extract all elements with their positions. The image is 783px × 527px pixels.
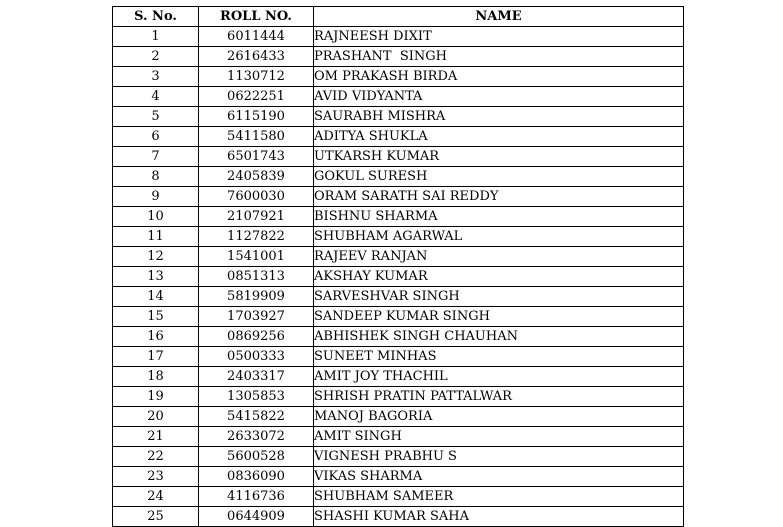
roll-number-cell: 2403317 (199, 367, 314, 387)
serial-number-cell: 3 (113, 67, 199, 87)
serial-number-cell: 11 (113, 227, 199, 247)
name-cell: ADITYA SHUKLA (314, 127, 684, 147)
name-cell: AKSHAY KUMAR (314, 267, 684, 287)
name-cell: RAJNEESH DIXIT (314, 27, 684, 47)
roll-number-cell: 1305853 (199, 387, 314, 407)
serial-number-cell: 23 (113, 467, 199, 487)
serial-number-cell: 15 (113, 307, 199, 327)
name-cell: GOKUL SURESH (314, 167, 684, 187)
name-cell: SAURABH MISHRA (314, 107, 684, 127)
name-cell: VIGNESH PRABHU S (314, 447, 684, 467)
name-cell: VIKAS SHARMA (314, 467, 684, 487)
table-row (113, 47, 684, 67)
header-row (113, 7, 684, 27)
table-row (113, 347, 684, 367)
roll-number-cell: 2107921 (199, 207, 314, 227)
name-cell: AMIT SINGH (314, 427, 684, 447)
serial-number-cell: 25 (113, 507, 199, 527)
table-row (113, 267, 684, 287)
table-row (113, 327, 684, 347)
roll-number-cell: 5819909 (199, 287, 314, 307)
roll-number-cell: 0500333 (199, 347, 314, 367)
roll-number-cell: 4116736 (199, 487, 314, 507)
roll-number-cell: 1127822 (199, 227, 314, 247)
name-cell: SHUBHAM AGARWAL (314, 227, 684, 247)
table-row (113, 87, 684, 107)
table-row (113, 107, 684, 127)
roll-number-cell: 6115190 (199, 107, 314, 127)
table-row (113, 187, 684, 207)
roll-number-cell: 0644909 (199, 507, 314, 527)
results-table (112, 6, 684, 527)
name-cell: UTKARSH KUMAR (314, 147, 684, 167)
roll-number-cell: 1130712 (199, 67, 314, 87)
name-cell: ORAM SARATH SAI REDDY (314, 187, 684, 207)
roll-number-cell: 7600030 (199, 187, 314, 207)
serial-number-cell: 18 (113, 367, 199, 387)
table-body (113, 27, 684, 527)
table-row (113, 147, 684, 167)
name-cell: ABHISHEK SINGH CHAUHAN (314, 327, 684, 347)
name-cell: SHASHI KUMAR SAHA (314, 507, 684, 527)
table-row (113, 287, 684, 307)
table-row (113, 127, 684, 147)
name-cell: SARVESHVAR SINGH (314, 287, 684, 307)
roll-number-cell: 2633072 (199, 427, 314, 447)
name-cell: SANDEEP KUMAR SINGH (314, 307, 684, 327)
header-sno: S. No. (113, 7, 199, 27)
name-cell: AVID VIDYANTA (314, 87, 684, 107)
roll-number-cell: 0869256 (199, 327, 314, 347)
name-cell: SHUBHAM SAMEER (314, 487, 684, 507)
serial-number-cell: 16 (113, 327, 199, 347)
table-row (113, 367, 684, 387)
serial-number-cell: 12 (113, 247, 199, 267)
name-cell: PRASHANT SINGH (314, 47, 684, 67)
name-cell: AMIT JOY THACHIL (314, 367, 684, 387)
serial-number-cell: 19 (113, 387, 199, 407)
roll-number-cell: 1703927 (199, 307, 314, 327)
serial-number-cell: 21 (113, 427, 199, 447)
table-row (113, 227, 684, 247)
serial-number-cell: 8 (113, 167, 199, 187)
serial-number-cell: 9 (113, 187, 199, 207)
name-cell: RAJEEV RANJAN (314, 247, 684, 267)
serial-number-cell: 17 (113, 347, 199, 367)
roll-number-cell: 2405839 (199, 167, 314, 187)
roll-number-cell: 5415822 (199, 407, 314, 427)
table-row (113, 307, 684, 327)
roll-number-cell: 6501743 (199, 147, 314, 167)
roll-number-cell: 0836090 (199, 467, 314, 487)
name-cell: SUNEET MINHAS (314, 347, 684, 367)
serial-number-cell: 1 (113, 27, 199, 47)
serial-number-cell: 22 (113, 447, 199, 467)
roll-number-cell: 2616433 (199, 47, 314, 67)
name-cell: SHRISH PRATIN PATTALWAR (314, 387, 684, 407)
table-row (113, 427, 684, 447)
roll-number-cell: 1541001 (199, 247, 314, 267)
roll-number-cell: 5600528 (199, 447, 314, 467)
serial-number-cell: 4 (113, 87, 199, 107)
serial-number-cell: 2 (113, 47, 199, 67)
name-cell: BISHNU SHARMA (314, 207, 684, 227)
table-row (113, 27, 684, 47)
serial-number-cell: 7 (113, 147, 199, 167)
roll-number-cell: 6011444 (199, 27, 314, 47)
serial-number-cell: 6 (113, 127, 199, 147)
table-row (113, 167, 684, 187)
table-row (113, 447, 684, 467)
serial-number-cell: 13 (113, 267, 199, 287)
name-cell: OM PRAKASH BIRDA (314, 67, 684, 87)
table-row (113, 207, 684, 227)
roll-number-cell: 0851313 (199, 267, 314, 287)
roll-number-cell: 0622251 (199, 87, 314, 107)
serial-number-cell: 10 (113, 207, 199, 227)
serial-number-cell: 24 (113, 487, 199, 507)
table-row (113, 407, 684, 427)
table-row (113, 67, 684, 87)
table-row (113, 467, 684, 487)
roll-number-cell: 5411580 (199, 127, 314, 147)
serial-number-cell: 20 (113, 407, 199, 427)
table-row (113, 487, 684, 507)
name-cell: MANOJ BAGORIA (314, 407, 684, 427)
serial-number-cell: 14 (113, 287, 199, 307)
table-row (113, 247, 684, 267)
header-name: NAME (314, 7, 684, 27)
header-roll-no: ROLL NO. (199, 7, 314, 27)
table-row (113, 387, 684, 407)
serial-number-cell: 5 (113, 107, 199, 127)
